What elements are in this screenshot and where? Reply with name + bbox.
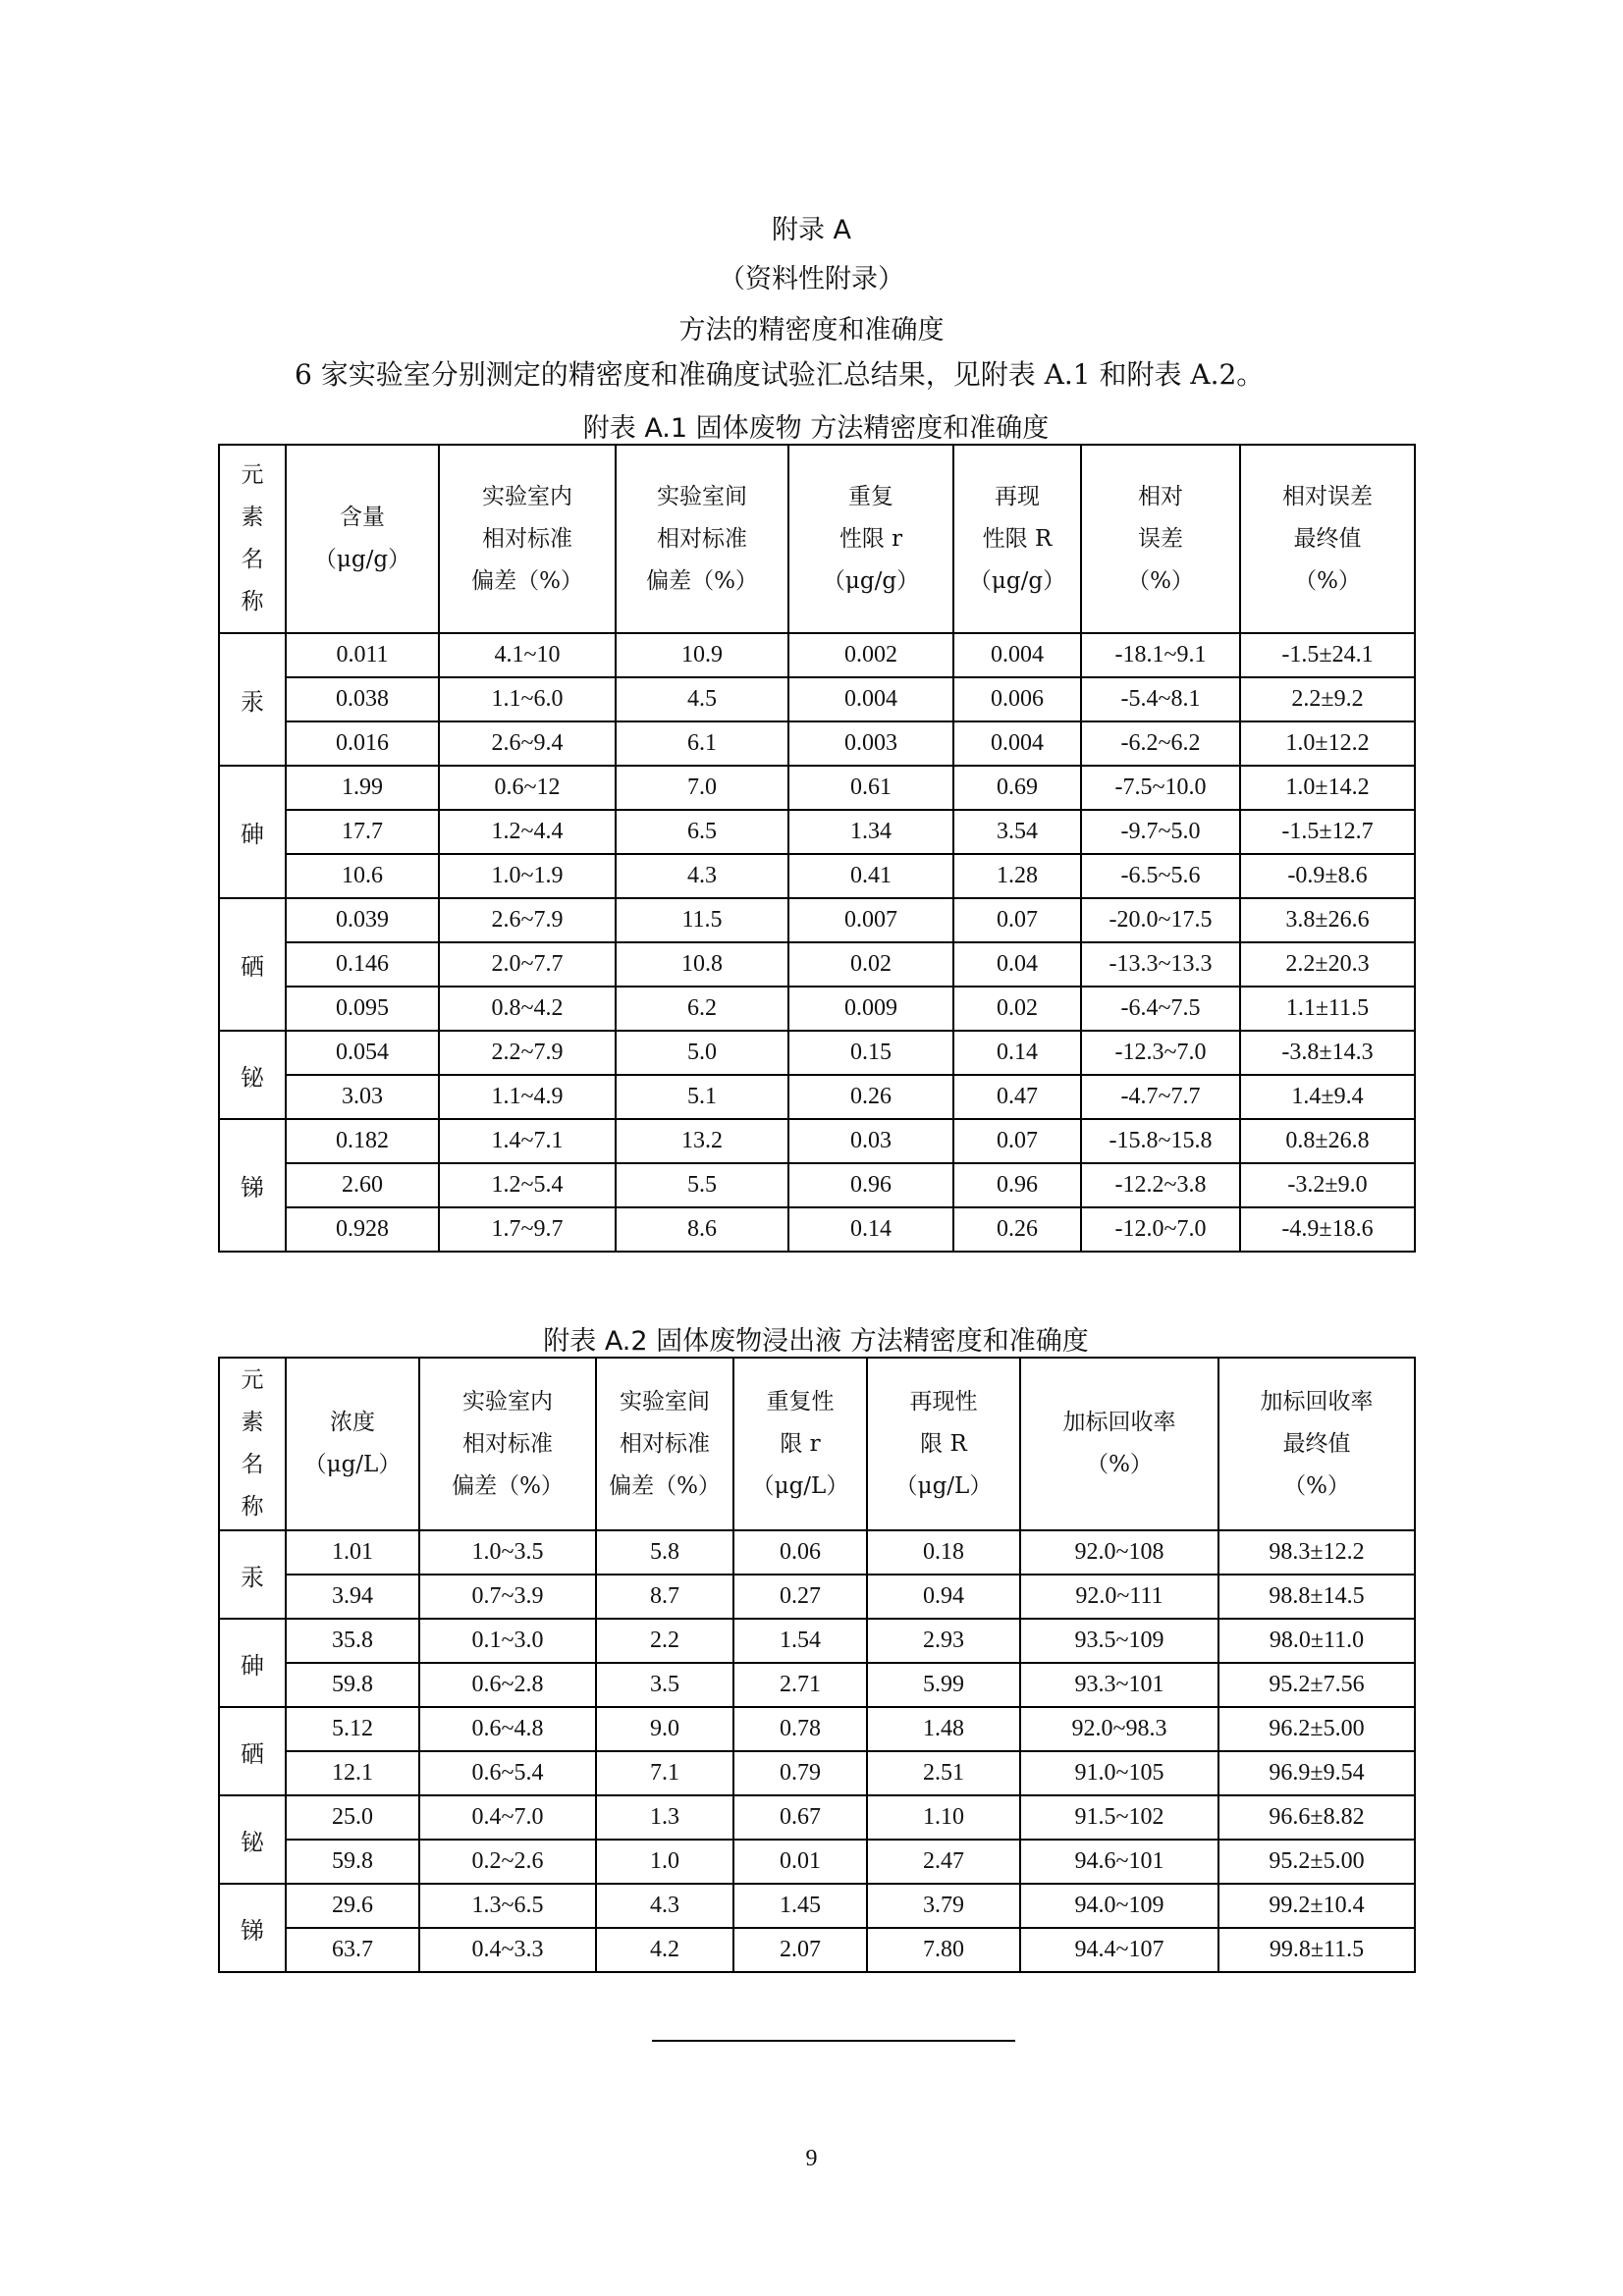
table-cell: 0.04 [953,942,1081,987]
table-cell: 1.45 [733,1884,867,1928]
header-line: 加标回收率 [1062,1410,1176,1435]
table-cell: 1.0 [596,1840,733,1884]
element-name-cell: 锑 [219,1119,286,1252]
table-cell: 2.6~7.9 [439,898,616,942]
table-cell: 0.26 [953,1207,1081,1252]
table-row [219,810,1415,854]
table-cell: -13.3~13.3 [1081,942,1240,987]
table-cell: 96.2±5.00 [1218,1707,1415,1751]
table2-header-col-2 [419,1358,596,1530]
table-cell: 1.1±11.5 [1240,987,1415,1031]
table-cell: 63.7 [286,1928,419,1972]
header-line: 相对误差 [1282,483,1373,509]
table-cell: 0.14 [953,1031,1081,1075]
table-cell: 8.7 [596,1575,733,1619]
table-cell: 1.48 [867,1707,1020,1751]
table-cell: 0.6~5.4 [419,1751,596,1795]
header-line: 实验室内 [462,1388,553,1415]
table-cell: 0.4~3.3 [419,1928,596,1972]
table-row [219,721,1415,766]
table-cell: -12.0~7.0 [1081,1207,1240,1252]
table-cell: 0.02 [953,987,1081,1031]
header-line: 素 [241,505,264,530]
table1-header-col-6 [1081,445,1240,633]
table-row [219,1928,1415,1972]
table-cell: -5.4~8.1 [1081,677,1240,721]
table-cell: 0.928 [286,1207,439,1252]
table-cell: 1.34 [788,810,953,854]
table-cell: 6.1 [616,721,788,766]
table-cell: 93.5~109 [1020,1619,1218,1663]
header-line: 性限 R [982,525,1053,552]
header-line: （μg/g） [968,567,1066,594]
table2-body [219,1530,1415,1972]
table-cell: 0.095 [286,987,439,1031]
header-line: 误差 [1138,525,1183,552]
table-cell: 0.69 [953,766,1081,810]
element-name-cell: 汞 [219,1530,286,1619]
header-line: 浓度 [330,1410,375,1435]
table-cell: 1.0±12.2 [1240,721,1415,766]
table-cell: 1.0~1.9 [439,854,616,898]
table-cell: 5.99 [867,1663,1020,1707]
table-cell: 4.1~10 [439,633,616,677]
table-cell: 0.4~7.0 [419,1795,596,1840]
table1-header-col-7 [1240,445,1415,633]
table-cell: 3.03 [286,1075,439,1119]
header-line: 元 [241,1367,264,1393]
table-row [219,942,1415,987]
table-cell: 2.2±9.2 [1240,677,1415,721]
table-cell: 2.93 [867,1619,1020,1663]
table-cell: 91.0~105 [1020,1751,1218,1795]
header-line: 性限 r [839,525,903,552]
table-cell: 6.5 [616,810,788,854]
table-cell: 92.0~108 [1020,1530,1218,1575]
table-row [219,677,1415,721]
table-cell: 0.006 [953,677,1081,721]
header-line: 实验室间 [657,483,747,509]
header-line: 再现性 [909,1388,978,1415]
header-line: 元 [241,462,264,488]
table-cell: 12.1 [286,1751,419,1795]
header-line: 最终值 [1293,525,1362,552]
table-cell: 5.8 [596,1530,733,1575]
header-line: （%） [1294,567,1361,594]
table-cell: 1.1~6.0 [439,677,616,721]
table-row [219,1207,1415,1252]
element-name-cell: 汞 [219,633,286,766]
table-cell: -1.5±12.7 [1240,810,1415,854]
table-cell: 0.039 [286,898,439,942]
table2-header-col-7 [1218,1358,1415,1530]
table1-header-col-3 [616,445,788,633]
header-line: 加标回收率 [1260,1388,1374,1415]
header-line: 相对 [1138,483,1183,509]
header-line: 名 [241,547,264,572]
table-cell: 1.4±9.4 [1240,1075,1415,1119]
table-cell: 0.007 [788,898,953,942]
table-cell: 1.28 [953,854,1081,898]
table-cell: 94.6~101 [1020,1840,1218,1884]
table2-header-col-0 [219,1358,286,1530]
table-cell: 3.5 [596,1663,733,1707]
table-cell: 1.7~9.7 [439,1207,616,1252]
table-cell: 0.06 [733,1530,867,1575]
table2-header-col-6 [1020,1358,1218,1530]
table-cell: -18.1~9.1 [1081,633,1240,677]
footer-rule [652,2040,1015,2042]
header-line: （μg/g） [313,547,411,572]
table-cell: 0.004 [953,721,1081,766]
table-cell: 1.10 [867,1795,1020,1840]
table-row [219,1575,1415,1619]
header-line: （μg/L） [894,1472,993,1499]
table-cell: -1.5±24.1 [1240,633,1415,677]
table-cell: 3.79 [867,1884,1020,1928]
table-cell: 59.8 [286,1663,419,1707]
table-cell: 0.79 [733,1751,867,1795]
table1-header-col-5 [953,445,1081,633]
table-cell: 4.5 [616,677,788,721]
table-cell: 1.1~4.9 [439,1075,616,1119]
table-cell: 10.9 [616,633,788,677]
table-cell: 99.2±10.4 [1218,1884,1415,1928]
header-line: 实验室内 [482,483,572,509]
table-cell: 0.96 [953,1163,1081,1207]
table-cell: 0.7~3.9 [419,1575,596,1619]
table-cell: 96.6±8.82 [1218,1795,1415,1840]
table1-body [219,633,1415,1252]
table-cell: 92.0~111 [1020,1575,1218,1619]
table-cell: 0.61 [788,766,953,810]
table-cell: 94.0~109 [1020,1884,1218,1928]
table-cell: 10.6 [286,854,439,898]
table-cell: 0.016 [286,721,439,766]
table-cell: 1.0±14.2 [1240,766,1415,810]
table-row [219,766,1415,810]
table-row [219,898,1415,942]
table2-caption: 附表 A.2 固体废物浸出液 方法精密度和准确度 [543,1326,1089,1357]
header-line: （%） [1086,1452,1153,1477]
table-cell: 0.146 [286,942,439,987]
table-cell: 1.01 [286,1530,419,1575]
table-cell: 0.02 [788,942,953,987]
intro-paragraph: 6 家实验室分别测定的精密度和准确度试验汇总结果，见附表 A.1 和附表 A.2。 [295,358,1265,391]
table-cell: 1.3 [596,1795,733,1840]
table-cell: 2.2~7.9 [439,1031,616,1075]
table-cell: 95.2±7.56 [1218,1663,1415,1707]
table-cell: 98.8±14.5 [1218,1575,1415,1619]
table-cell: 0.2~2.6 [419,1840,596,1884]
element-name-cell: 砷 [219,766,286,898]
table-cell: 17.7 [286,810,439,854]
table-cell: 0.182 [286,1119,439,1163]
table-row [219,1075,1415,1119]
table-cell: 0.94 [867,1575,1020,1619]
table1-header-col-0 [219,445,286,633]
table2-header-col-4 [733,1358,867,1530]
table-cell: -7.5~10.0 [1081,766,1240,810]
table-row [219,1619,1415,1663]
table-row [219,1840,1415,1884]
table-cell: 95.2±5.00 [1218,1840,1415,1884]
table-cell: 0.26 [788,1075,953,1119]
header-line: （%） [1283,1472,1350,1499]
table-cell: 0.14 [788,1207,953,1252]
table-cell: 0.67 [733,1795,867,1840]
header-line: （μg/L） [303,1452,402,1477]
header-line: 素 [241,1410,264,1435]
header-line: 最终值 [1282,1430,1351,1457]
table-cell: 0.27 [733,1575,867,1619]
table-cell: 35.8 [286,1619,419,1663]
table-cell: 98.0±11.0 [1218,1619,1415,1663]
element-name-cell: 硒 [219,898,286,1031]
table-cell: 0.011 [286,633,439,677]
table-cell: -3.2±9.0 [1240,1163,1415,1207]
table1-header-col-4 [788,445,953,633]
table1-caption: 附表 A.1 固体废物 方法精密度和准确度 [582,413,1050,444]
table-cell: 11.5 [616,898,788,942]
table-cell: -6.5~5.6 [1081,854,1240,898]
header-line: 相对标准 [620,1430,710,1457]
header-line: 限 R [920,1430,967,1457]
table-cell: 0.78 [733,1707,867,1751]
element-name-cell: 锑 [219,1884,286,1972]
table-cell: 0.004 [953,633,1081,677]
header-line: 称 [241,1494,264,1520]
table-cell: -4.7~7.7 [1081,1075,1240,1119]
table-cell: -6.2~6.2 [1081,721,1240,766]
table-row [219,1884,1415,1928]
table-cell: 59.8 [286,1840,419,1884]
table-cell: 13.2 [616,1119,788,1163]
table-cell: 5.0 [616,1031,788,1075]
table-row [219,1031,1415,1075]
table-cell: 2.51 [867,1751,1020,1795]
table-cell: 92.0~98.3 [1020,1707,1218,1751]
table-cell: 2.71 [733,1663,867,1707]
table-cell: 91.5~102 [1020,1795,1218,1840]
table-cell: 3.8±26.6 [1240,898,1415,942]
element-name-cell: 铋 [219,1031,286,1119]
table-row [219,1751,1415,1795]
table-cell: 98.3±12.2 [1218,1530,1415,1575]
table-cell: 0.6~4.8 [419,1707,596,1751]
table-cell: 0.96 [788,1163,953,1207]
element-name-cell: 砷 [219,1619,286,1707]
table-cell: 4.3 [596,1884,733,1928]
header-line: （μg/L） [751,1472,849,1499]
header-line: 偏差（%） [646,567,758,594]
table-cell: 0.18 [867,1530,1020,1575]
table-cell: 4.2 [596,1928,733,1972]
table-cell: 0.009 [788,987,953,1031]
table-cell: 0.41 [788,854,953,898]
table-cell: 4.3 [616,854,788,898]
table-row [219,854,1415,898]
table-cell: -0.9±8.6 [1240,854,1415,898]
table-cell: 0.004 [788,677,953,721]
header-line: 含量 [340,505,385,530]
table-cell: 7.0 [616,766,788,810]
table-cell: 1.0~3.5 [419,1530,596,1575]
table-cell: 0.038 [286,677,439,721]
table-cell: -4.9±18.6 [1240,1207,1415,1252]
table-cell: 3.54 [953,810,1081,854]
header-line: 相对标准 [482,525,572,552]
header-line: 偏差（%） [471,567,583,594]
table-cell: 0.002 [788,633,953,677]
table-row [219,1707,1415,1751]
table-row [219,987,1415,1031]
table-cell: 29.6 [286,1884,419,1928]
table-cell: 2.07 [733,1928,867,1972]
page-number: 9 [805,2146,818,2171]
table-cell: 0.1~3.0 [419,1619,596,1663]
table-cell: 0.07 [953,898,1081,942]
table-cell: 25.0 [286,1795,419,1840]
table-cell: 1.2~5.4 [439,1163,616,1207]
table1-header-row [219,445,1415,633]
table-cell: 99.8±11.5 [1218,1928,1415,1972]
table-cell: 8.6 [616,1207,788,1252]
table-cell: 2.2 [596,1619,733,1663]
appendix-subtitle: （资料性附录） [719,264,904,294]
table-row [219,1163,1415,1207]
element-name-cell: 铋 [219,1795,286,1884]
table2-header-col-1 [286,1358,419,1530]
appendix-heading: 方法的精密度和准确度 [678,315,945,346]
table-cell: -20.0~17.5 [1081,898,1240,942]
table2-header-row [219,1358,1415,1530]
table-cell: 0.8~4.2 [439,987,616,1031]
table2-header-col-5 [867,1358,1020,1530]
table-cell: 0.6~12 [439,766,616,810]
table-cell: 0.8±26.8 [1240,1119,1415,1163]
table1-precision-solid-waste [218,444,1416,1253]
table-cell: -9.7~5.0 [1081,810,1240,854]
table-cell: 94.4~107 [1020,1928,1218,1972]
table-cell: -3.8±14.3 [1240,1031,1415,1075]
table-row [219,1663,1415,1707]
header-line: 限 r [780,1430,821,1457]
table-cell: 5.1 [616,1075,788,1119]
table-cell: 2.6~9.4 [439,721,616,766]
header-line: 偏差（%） [452,1472,564,1499]
header-line: 实验室间 [620,1388,710,1415]
header-line: （%） [1127,567,1194,594]
table-cell: 2.2±20.3 [1240,942,1415,987]
table-cell: 0.054 [286,1031,439,1075]
header-line: 称 [241,589,264,614]
table2-header-col-3 [596,1358,733,1530]
table-cell: 2.60 [286,1163,439,1207]
table-cell: 96.9±9.54 [1218,1751,1415,1795]
appendix-title: 附录 A [771,215,852,245]
table2-precision-leachate [218,1357,1416,1973]
table-cell: 9.0 [596,1707,733,1751]
table-cell: 1.4~7.1 [439,1119,616,1163]
table-cell: 5.5 [616,1163,788,1207]
table-cell: 0.003 [788,721,953,766]
table-cell: 2.0~7.7 [439,942,616,987]
table1-header-col-1 [286,445,439,633]
table-cell: 3.94 [286,1575,419,1619]
header-line: 偏差（%） [609,1472,721,1499]
table-cell: 0.01 [733,1840,867,1884]
table-cell: 7.1 [596,1751,733,1795]
table-cell: -12.3~7.0 [1081,1031,1240,1075]
table-cell: 0.15 [788,1031,953,1075]
table-row [219,1119,1415,1163]
table-cell: 1.54 [733,1619,867,1663]
table-cell: 0.07 [953,1119,1081,1163]
table-cell: 93.3~101 [1020,1663,1218,1707]
table-cell: -15.8~15.8 [1081,1119,1240,1163]
header-line: 名 [241,1452,264,1477]
table-row [219,633,1415,677]
table-cell: -6.4~7.5 [1081,987,1240,1031]
table-cell: 7.80 [867,1928,1020,1972]
table-cell: -12.2~3.8 [1081,1163,1240,1207]
header-line: 重复性 [766,1388,835,1415]
table-cell: 10.8 [616,942,788,987]
table-cell: 1.2~4.4 [439,810,616,854]
table-cell: 0.6~2.8 [419,1663,596,1707]
header-line: 重复 [848,483,893,509]
table1-header-col-2 [439,445,616,633]
table-cell: 6.2 [616,987,788,1031]
header-line: 再现 [995,483,1040,509]
table-cell: 1.3~6.5 [419,1884,596,1928]
table-cell: 5.12 [286,1707,419,1751]
header-line: 相对标准 [462,1430,553,1457]
element-name-cell: 硒 [219,1707,286,1795]
header-line: 相对标准 [657,525,747,552]
table-row [219,1530,1415,1575]
header-line: （μg/g） [822,567,920,594]
table-row [219,1795,1415,1840]
table-cell: 2.47 [867,1840,1020,1884]
table-cell: 0.03 [788,1119,953,1163]
table-cell: 1.99 [286,766,439,810]
table-cell: 0.47 [953,1075,1081,1119]
